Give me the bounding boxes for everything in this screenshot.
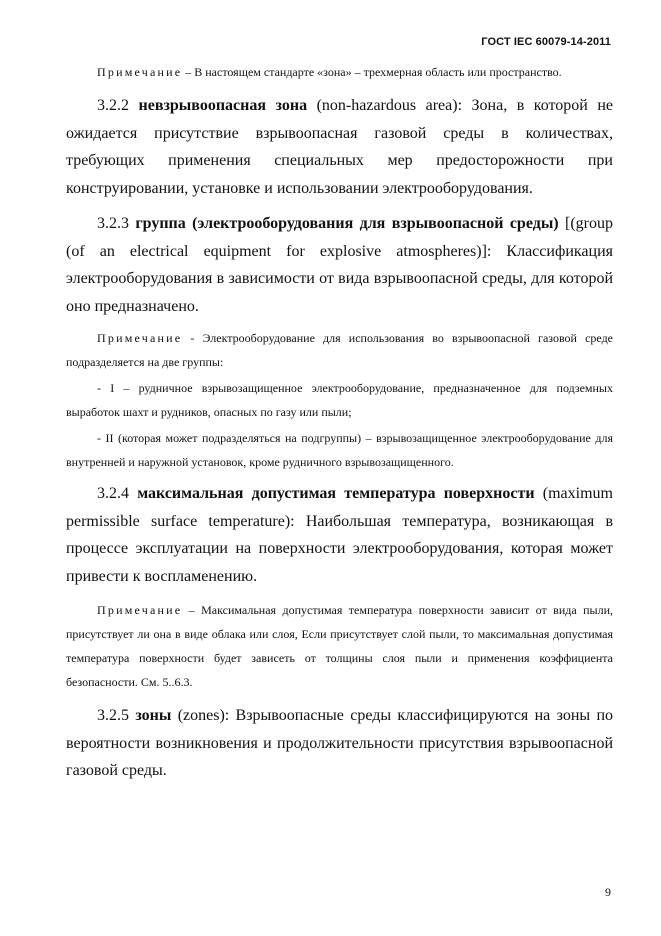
note-label: Примечание [97,65,183,79]
note-groups [66,326,613,374]
clause-3-2-4 [66,480,613,590]
clause-3-2-5 [66,702,613,785]
clause-number: 3.2.5 [97,707,136,724]
note-text: – В настоящем стандарте «зона» – трехмерная область или пространство. [182,65,562,79]
clause-term: группа (электрооборудования для взрывоопасной среды) [135,215,559,232]
clause-3-2-3 [66,210,613,320]
page-content [66,60,613,785]
note-label: Примечание [97,603,183,617]
clause-text: (zones): Взрывоопасные среды классифицируются на зоны по вероятности возникновения и продолжительности присутствия взрывоопасной газовой среды. [66,707,614,779]
clause-3-2-2 [66,92,613,202]
note-max-temperature [66,598,613,694]
clause-text: [(group (of an electrical equipment for explosive atmospheres)]: Классификация электрооборудования в зависимости от вида взрывоопасной среды, для которой оно предназначено. [66,215,613,315]
clause-text: (non-hazardous area): Зона, в которой не ожидается присутствие взрывоопасная газовой среды в количествах, требующих применения специальных мер предосторожности при конструировании, установке и использовании электрооборудования. [66,97,614,197]
note-zone [66,60,613,84]
note-text: - Электрооборудование для использования во взрывоопасной газовой среде подразделяется на две группы: [66,331,613,369]
clause-text: (maximum permissible surface temperature): Наибольшая температура, возникающая в процессе эксплуатации на поверхности электрооборудования, которая может привести к воспламенению. [66,485,613,585]
note-text: – Максимальная допустимая температура поверхности зависит от вида пыли, присутствует ли она в виде облака или слоя, Если присутствует слой пыли, то максимальная допустимая температура поверхности будет зависеть от толщины слоя пыли и применения коэффициента безопасности. См. 5..6.3. [66,603,613,689]
clause-number: 3.2.2 [97,97,139,114]
clause-term: зоны [135,707,172,724]
note-group-item-2: - II (которая может подразделяться на подгруппы) – взрывозащищенное электрооборудование для внутренней и наружной установок, кроме рудничного взрывозащищенного. [66,431,613,469]
clause-term: невзрывоопасная зона [138,97,308,114]
clause-number: 3.2.3 [97,215,136,232]
clause-number: 3.2.4 [97,485,138,502]
clause-term: максимальная допустимая температура поверхности [137,485,535,502]
note-group-item-1: - I – рудничное взрывозащищенное электрооборудование, предназначенное для подземных выработок шахт и рудников, опасных по газу или пыли; [66,381,613,419]
document-code-header: ГОСТ IEC 60079-14-2011 [481,36,611,48]
note-label: Примечание [97,331,183,345]
page-number: 9 [605,885,611,899]
